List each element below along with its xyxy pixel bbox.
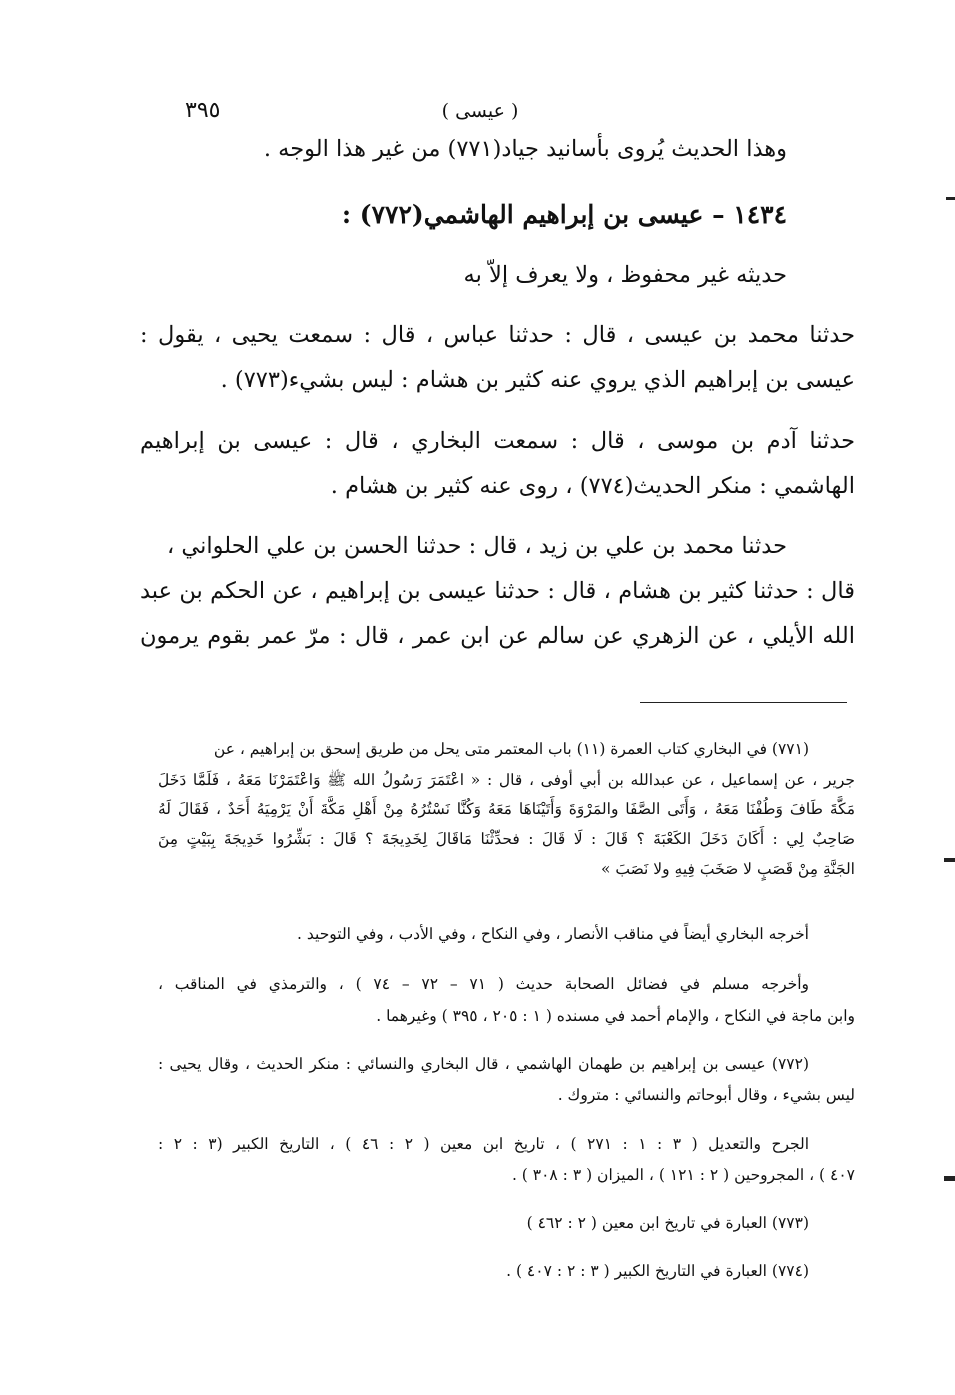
- footnote-line-7: وأخرجه مسلم في فضائل الصحابة حديث ( ٧١ – ٧٢ – ٧٤ ) ، والترمذي في المناقب ،: [158, 975, 810, 993]
- main-line-5: حدثنا آدم بن موسى ، قال : سمعت البخاري ، قال : عيسى بن إبراهيم: [140, 428, 855, 454]
- main-line-1: وهذا الحديث يُروى بأسانيد جياد(٧٧١) من غير هذا الوجه .: [263, 136, 787, 162]
- main-line-3: حدثنا محمد بن عيسى ، قال : حدثنا عباس ، قال : سمعت يحيى ، يقول :: [140, 322, 855, 348]
- footnote-line-5: الجَنَّةِ مِنْ قَصَبٍ لا صَخَبَ فِيهِ ولا نَصَبَ »: [600, 860, 855, 878]
- footnote-line-12: ٤٠٧ ) ، المجروحين ( ٢ : ١٢١ ) ، الميزان ( ٣ : ٣٠٨ ) .: [511, 1166, 855, 1184]
- footnote-line-1: (٧٧١) في البخاري كتاب العمرة (١١) باب المعتمر متى يحل من طريق إسحق بن إبراهيم ، عن: [213, 740, 809, 758]
- main-line-8: قال : حدثنا كثير بن هشام ، قال : حدثنا عيسى بن إبراهيم ، عن الحكم بن عبد: [140, 578, 855, 604]
- footnote-line-4: صَاحِبٌ لِي : أَكَانَ دَخَلَ الكَعْبَةَ ؟ قَالَ : لَا قَالَ : فحدِّثْنَا مَاقَالَ لِخَدِيجَةَ ؟ قَالَ : بَشِّرُوا خَدِيجَةَ بِبَيْتٍ مِنَ: [158, 830, 855, 848]
- page-number: ٣٩٥: [185, 98, 221, 123]
- footnote-line-2: جرير ، عن إسماعيل ، عن عبدالله بن أبي أوفى ، قال : « اعْتَمَرَ رَسُولُ الله ﷺ وَاعْتَمَرْنَا مَعَهُ ، فَلَمَّا دَخَلَ: [158, 771, 855, 789]
- footnote-line-13: (٧٧٣) العبارة في تاريخ ابن معين ( ٢ : ٤٦٢ ): [526, 1214, 809, 1232]
- main-line-9: الله الأيلي ، عن الزهري عن سالم عن ابن عمر ، قال : مرّ عمر بقوم يرمون: [140, 623, 855, 649]
- footnote-line-3: مَكَّةَ طَافَ وَطُفْنَا مَعَهُ ، وَأَتَى الصَّفَا والمَرْوَةَ وَأَتَيْنَاهَا مَعَهُ وَكُنَّا نَسْتُرُهُ مِنْ أَهْلِ مَكَّةَ أَنْ يَرْمِيَهُ أَحَدٌ ، فَقَالَ لَهُ: [158, 800, 855, 818]
- main-line-2: حديثه غير محفوظ ، ولا يعرف إلاّ به: [463, 262, 787, 288]
- main-line-7: حدثنا محمد بن علي بن زيد ، قال : حدثنا الحسن بن علي الحلواني ،: [166, 533, 787, 559]
- footnote-line-11: الجرح والتعديل ( ٣ : ١ : ٢٧١ ) ، تاريخ ابن معين ( ٢ : ٤٦ ) ، التاريخ الكبير (٣ : ٢ :: [158, 1135, 810, 1153]
- footnote-line-14: (٧٧٤) العبارة في التاريخ الكبير ( ٣ : ٢ : ٤٠٧ ) .: [506, 1262, 809, 1280]
- main-line-6: الهاشمي : منكر الحديث(٧٧٤) ، روى عنه كثير بن هشام .: [330, 473, 855, 499]
- scan-mark-top: [946, 197, 955, 200]
- main-line-4: عيسى بن إبراهيم الذي يروي عنه كثير بن هشام : ليس بشيء(٧٧٣) .: [220, 367, 855, 393]
- scan-mark-bottom: [944, 1176, 955, 1181]
- footnote-separator: [640, 702, 847, 703]
- footnote-line-9: (٧٧٢) عيسى بن إبراهيم بن طهمان الهاشمي ، قال البخاري والنسائي : منكر الحديث ، وقال يحيى :: [158, 1055, 809, 1073]
- footnote-line-10: ليس بشيء ، وقال أبوحاتم والنسائي : متروك .: [557, 1086, 855, 1104]
- footnote-line-6: أخرجه البخاري أيضاً في مناقب الأنصار ، وفي النكاح ، وفي الأدب ، وفي التوحيد .: [297, 925, 809, 943]
- scan-mark-middle: [944, 858, 955, 862]
- footnote-line-8: وابن ماجة في النكاح ، والإمام أحمد في مسنده ( ١ : ٢٠٥ ، ٣٩٥ ) وغيرهما .: [376, 1007, 855, 1025]
- running-head: ( عيسى ): [441, 100, 519, 122]
- entry-heading: ١٤٣٤ – عيسى بن إبراهيم الهاشمي(٧٧٢) :: [341, 200, 787, 229]
